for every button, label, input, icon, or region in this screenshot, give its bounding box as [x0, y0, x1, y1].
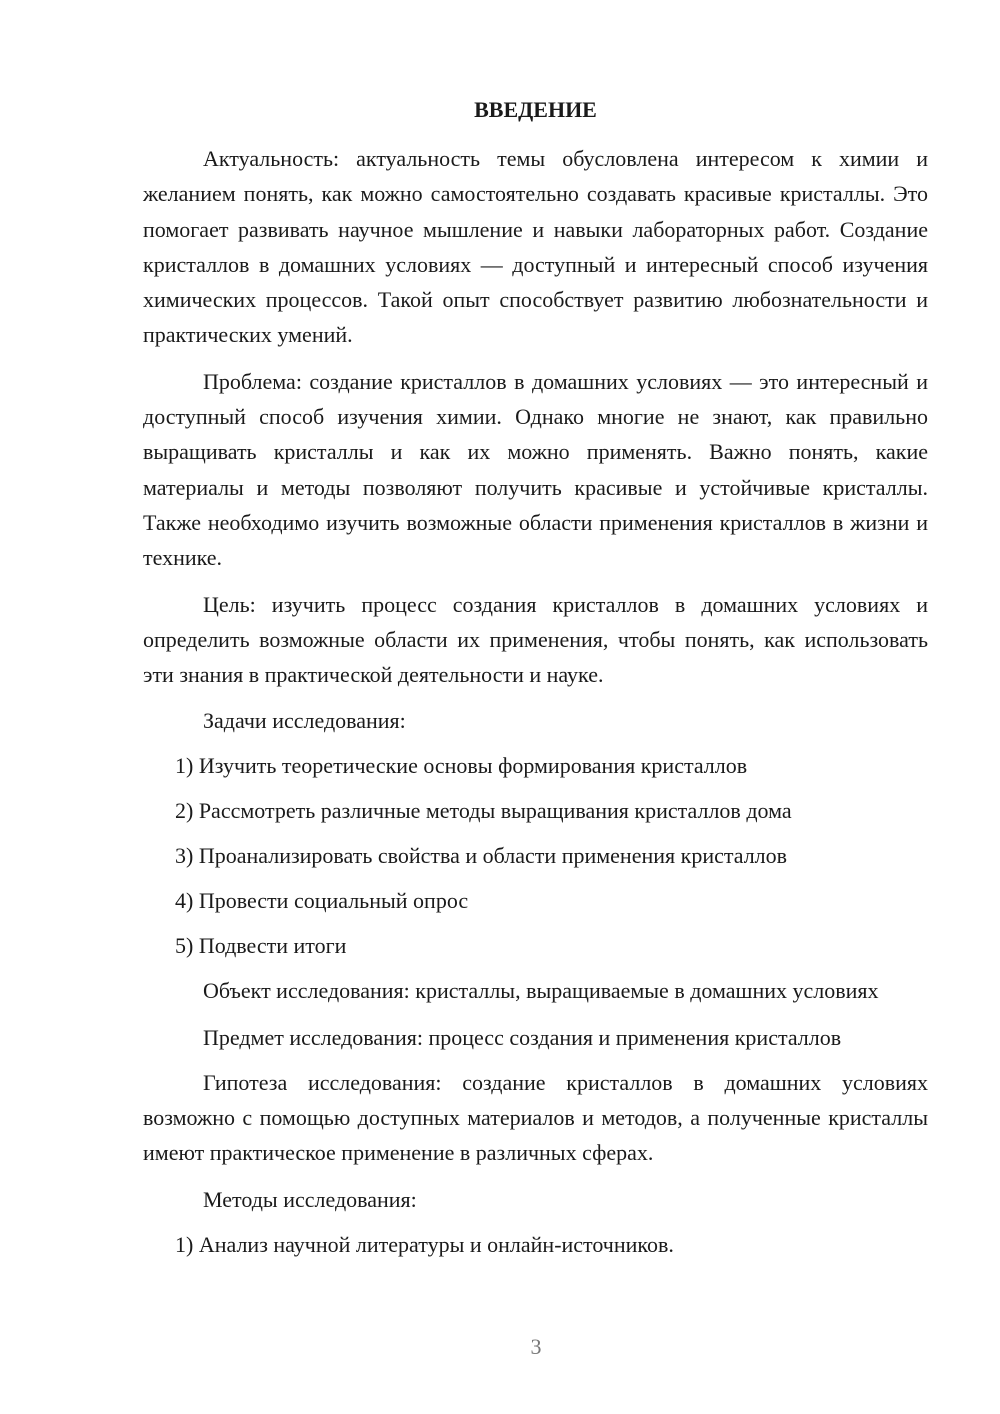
- page-number: 3: [530, 1334, 542, 1359]
- methods-heading: Методы исследования:: [203, 1186, 417, 1212]
- list-item: 5) Подвести итоги: [175, 933, 347, 959]
- tasks-heading: Задачи исследования:: [203, 708, 406, 734]
- paragraph-goal: Цель: изучить процесс создания кристаллов в домашних условиях и определить возможные области их применения, чтобы понять, как использовать эти знания в практической деятельности и науке.: [143, 591, 928, 688]
- page-title: ВВЕДЕНИЕ: [474, 97, 597, 122]
- methods-list: [143, 1227, 928, 1262]
- paragraph-subject: Предмет исследования: процесс создания и применения кристаллов: [203, 1024, 842, 1050]
- tasks-list: [143, 748, 928, 963]
- list-item: 3) Проанализировать свойства и области применения кристаллов: [175, 843, 788, 869]
- list-item: 1) Анализ научной литературы и онлайн-источников.: [175, 1231, 674, 1257]
- list-item: 4) Провести социальный опрос: [175, 888, 469, 914]
- paragraph-hypothesis: Гипотеза исследования: создание кристаллов в домашних условиях возможно с помощью доступных материалов и методов, а полученные кристаллы имеют практическое применение в различных сферах.: [143, 1069, 928, 1166]
- list-item: 1) Изучить теоретические основы формирования кристаллов: [175, 753, 748, 779]
- paragraph-actuality: Актуальность: актуальность темы обусловлена интересом к химии и желанием понять, как можно самостоятельно создавать красивые кристаллы. Это помогает развивать научное мышление и навыки лабораторных работ. Создание кристаллов в домашних условиях — доступный и интересный способ изучения химических процессов. Такой опыт способствует развитию любознательности и практических умений.: [143, 146, 928, 348]
- document-page: [143, 92, 928, 1272]
- paragraph-object: Объект исследования: кристаллы, выращиваемые в домашних условиях: [203, 978, 879, 1004]
- paragraph-problem: Проблема: создание кристаллов в домашних условиях — это интересный и доступный способ изучения химии. Однако многие не знают, как правильно выращивать кристаллы и как их можно применять. Важно понять, какие материалы и методы позволяют получить красивые и устойчивые кристаллы. Также необходимо изучить возможные области применения кристаллов в жизни и технике.: [143, 368, 928, 571]
- list-item: 2) Рассмотреть различные методы выращивания кристаллов дома: [175, 798, 792, 824]
